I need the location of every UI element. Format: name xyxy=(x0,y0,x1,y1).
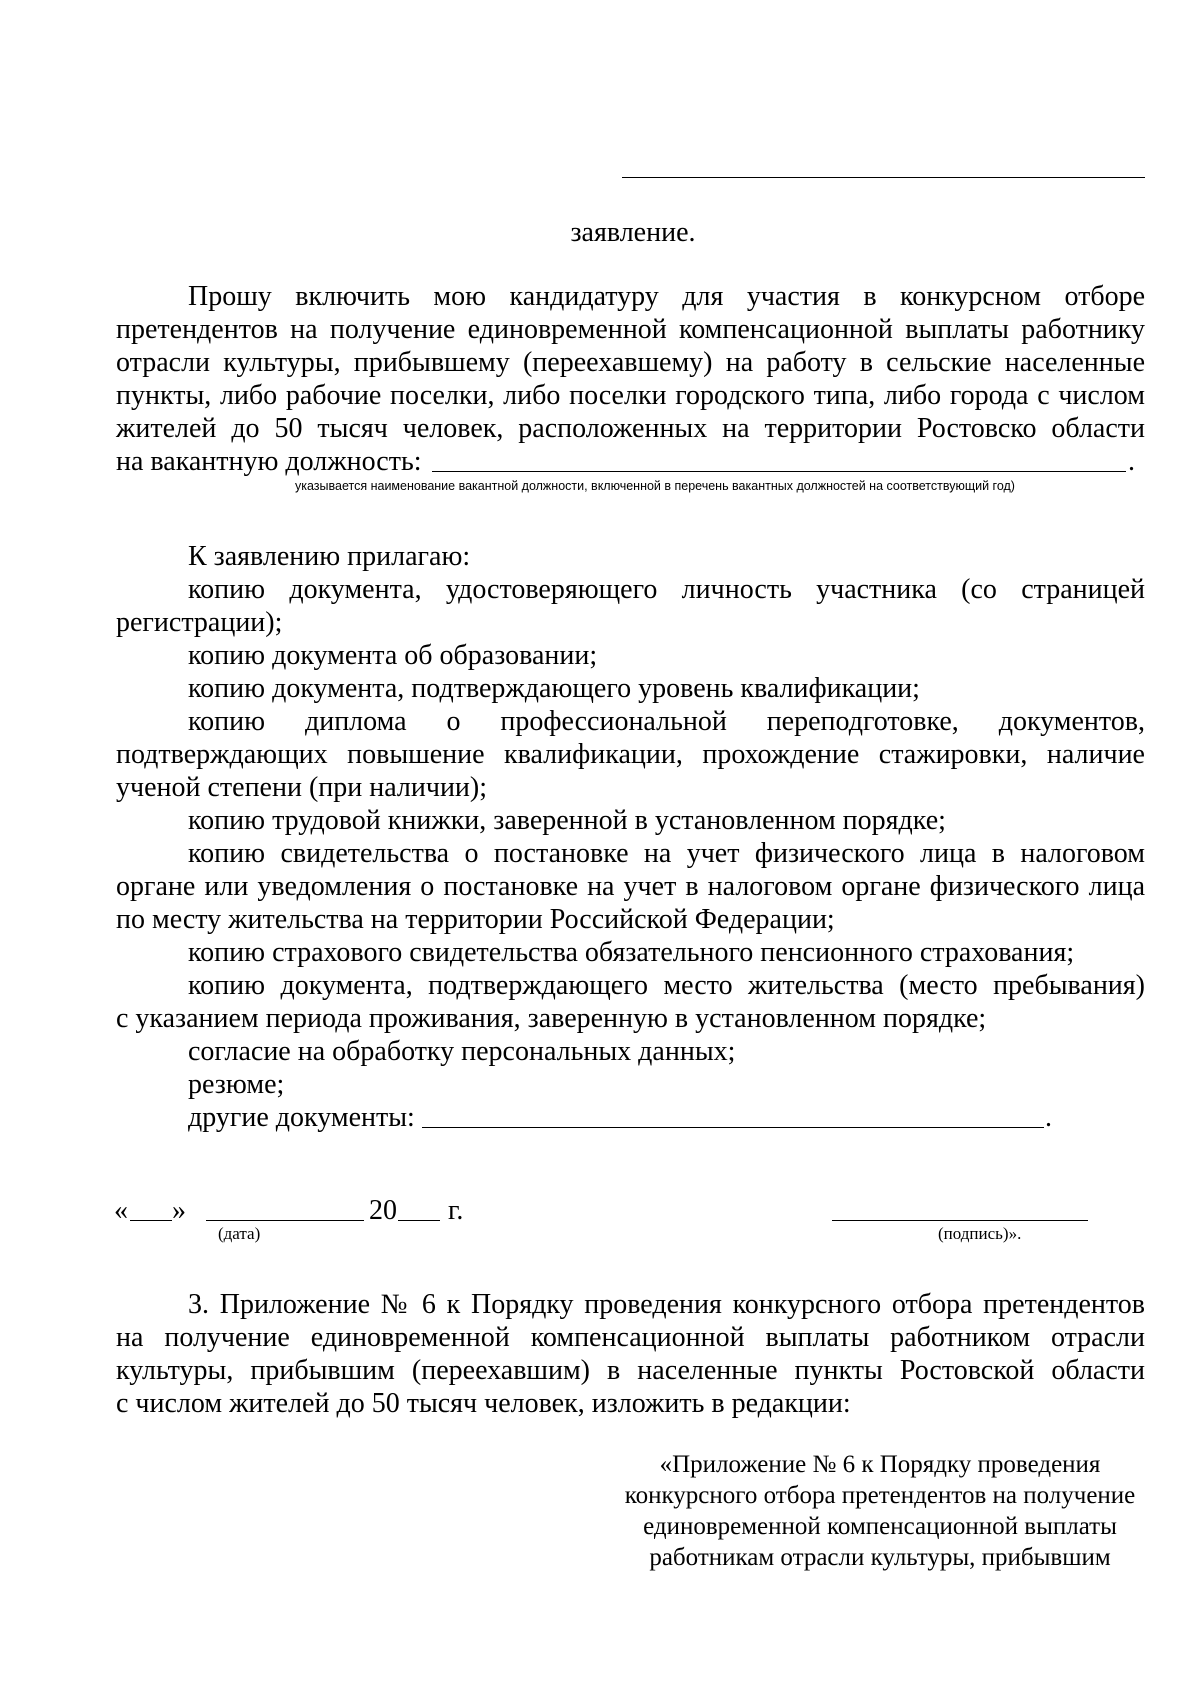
attachment-line-16: резюме; xyxy=(188,1069,285,1100)
attachment-line-9: копию свидетельства о постановке на учет физического лица в налоговом xyxy=(188,838,1145,869)
request-line-3: отрасли культуры, прибывшему (переехавшему) на работу в сельские населенные xyxy=(116,347,1145,378)
vacancy-hint: указывается наименование вакантной должности, включенной в перечень вакантных должностей на соответствующий год) xyxy=(295,479,1015,493)
request-line-1: Прошу включить мою кандидатуру для участия в конкурсном отборе xyxy=(188,281,1145,312)
date-caption: (дата) xyxy=(218,1224,261,1243)
other-documents-end: . xyxy=(1045,1102,1052,1133)
appendix-line-4: работникам отрасли культуры, прибывшим xyxy=(649,1544,1111,1571)
attachment-line-4: копию документа, подтверждающего уровень квалификации; xyxy=(188,673,920,704)
request-line-2: претендентов на получение единовременной компенсационной выплаты работнику xyxy=(116,314,1145,345)
attachment-line-10: органе или уведомления о постановке на учет в налоговом органе физического лица xyxy=(116,871,1145,902)
attachment-line-1: копию документа, удостоверяющего личность участника (со страницей xyxy=(188,574,1145,605)
request-line-4: пункты, либо рабочие поселки, либо поселки городского типа, либо города с числом xyxy=(116,380,1145,411)
date-close-quote: » xyxy=(172,1195,186,1226)
attachment-line-6: подтверждающих повышение квалификации, прохождение стажировки, наличие xyxy=(116,739,1145,770)
date-month-line xyxy=(206,1220,364,1221)
vacancy-fill-line xyxy=(432,471,1126,472)
vacancy-label: на вакантную должность: xyxy=(116,446,422,477)
date-year-prefix: 20 xyxy=(369,1195,397,1226)
attachment-line-14: с указанием периода проживания, заверенную в установленном порядке; xyxy=(116,1003,987,1034)
attachment-line-8: копию трудовой книжки, заверенной в установленном порядке; xyxy=(188,805,946,836)
attachment-line-2: регистрации); xyxy=(116,607,283,638)
date-open-quote: « xyxy=(114,1195,128,1226)
attachment-line-13: копию документа, подтверждающего место жительства (место пребывания) xyxy=(188,970,1145,1001)
vacancy-end: . xyxy=(1128,446,1135,477)
attachment-line-7: ученой степени (при наличии); xyxy=(116,772,488,803)
date-year-suffix: г. xyxy=(448,1195,464,1226)
attachment-line-11: по месту жительства на территории Российской Федерации; xyxy=(116,904,835,935)
date-day-line xyxy=(130,1220,172,1221)
appendix-line-2: конкурсного отбора претендентов на получение xyxy=(624,1482,1136,1509)
request-line-5: жителей до 50 тысяч человек, расположенных на территории Ростовско области xyxy=(116,413,1145,444)
attachments-heading: К заявлению прилагаю: xyxy=(188,541,471,572)
item3-line-1: 3. Приложение № 6 к Порядку проведения конкурсного отбора претендентов xyxy=(188,1289,1145,1320)
other-documents-label: другие документы: xyxy=(188,1102,415,1133)
other-documents-fill-line xyxy=(422,1127,1044,1128)
appendix-line-3: единовременной компенсационной выплаты xyxy=(643,1513,1117,1540)
appendix-line-1: «Приложение № 6 к Порядку проведения xyxy=(659,1451,1101,1478)
item3-line-3: культуры, прибывшим (переехавшим) в населенные пункты Ростовской области xyxy=(116,1355,1145,1386)
date-year-line xyxy=(398,1220,440,1221)
attachment-line-3: копию документа об образовании; xyxy=(188,640,598,671)
attachment-line-15: согласие на обработку персональных данных; xyxy=(188,1036,736,1067)
attachment-line-5: копию диплома о профессиональной переподготовке, документов, xyxy=(188,706,1145,737)
document-title: заявление. xyxy=(570,217,696,248)
attachment-line-12: копию страхового свидетельства обязательного пенсионного страхования; xyxy=(188,937,1075,968)
item3-line-4: с числом жителей до 50 тысяч человек, изложить в редакции: xyxy=(116,1388,851,1419)
signature-line xyxy=(832,1220,1088,1221)
addressee-line xyxy=(622,177,1145,178)
signature-caption: (подпись)». xyxy=(938,1224,1022,1243)
item3-line-2: на получение единовременной компенсационной выплаты работником отрасли xyxy=(116,1322,1145,1353)
